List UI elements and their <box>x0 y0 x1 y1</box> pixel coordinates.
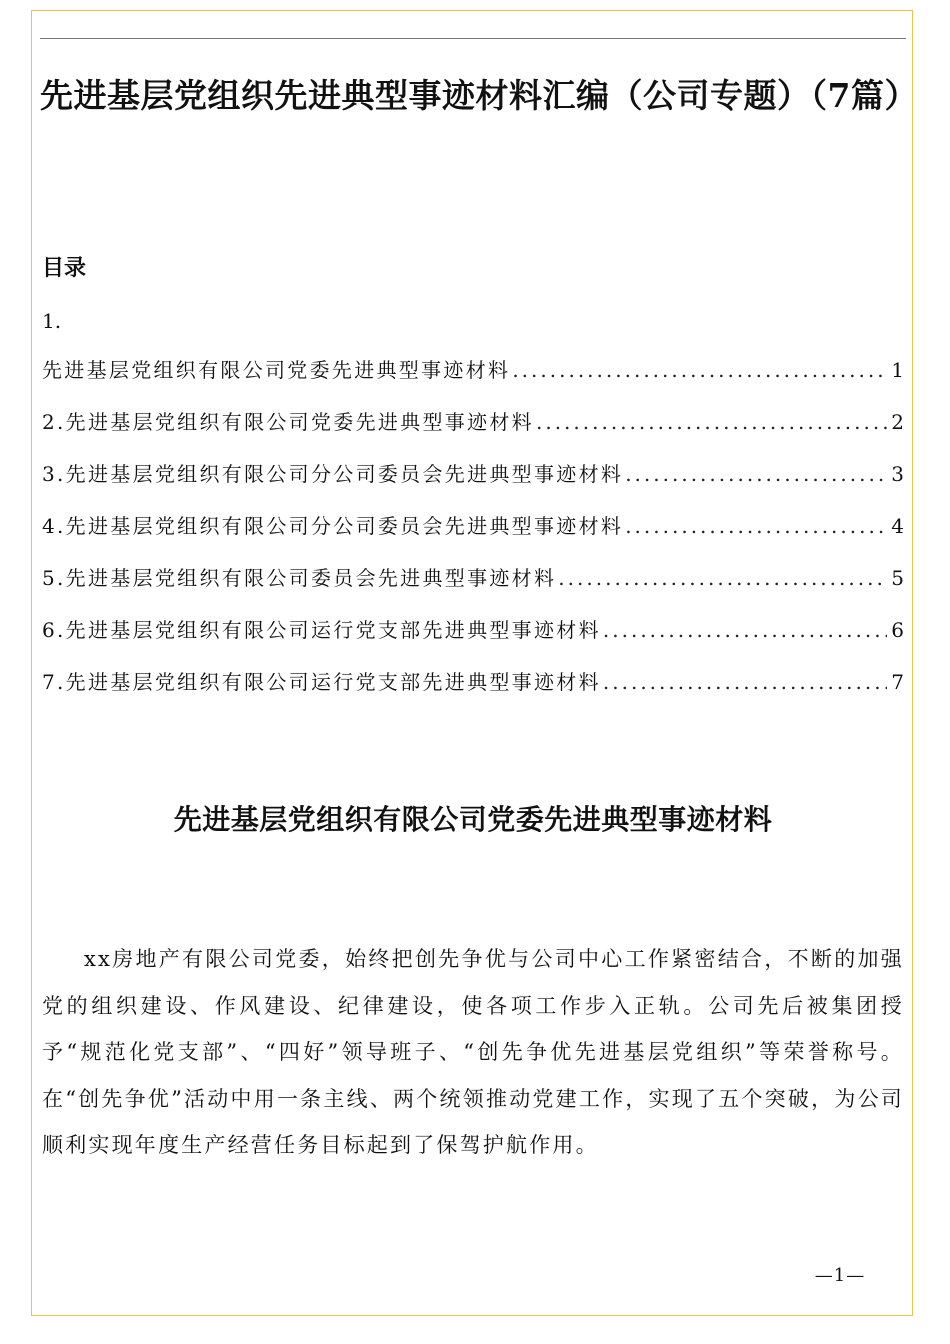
section-title: 先进基层党组织有限公司党委先进典型事迹材料 <box>173 803 773 836</box>
toc-entry-page: 7 <box>891 670 904 694</box>
toc-entry-page: 3 <box>891 462 904 486</box>
header-rule <box>40 38 906 39</box>
toc-entry-4[interactable] <box>42 508 904 560</box>
toc-entry-1[interactable] <box>42 352 904 404</box>
toc-entry-page: 4 <box>891 514 904 538</box>
toc-dot-leader <box>512 352 887 388</box>
toc-first-number: 1. <box>42 309 62 333</box>
toc-entry-2[interactable] <box>42 404 904 456</box>
toc-dot-leader <box>558 560 887 596</box>
toc-entry-label: 4.先进基层党组织有限公司分公司委员会先进典型事迹材料 <box>42 514 624 538</box>
toc-dot-leader <box>536 404 887 440</box>
document-title: 先进基层党组织先进典型事迹材料汇编（公司专题）（7篇） <box>40 76 918 115</box>
toc-heading: 目录 <box>42 255 87 281</box>
toc-dot-leader <box>603 612 887 648</box>
toc-entry-page: 5 <box>891 566 904 590</box>
body-paragraph: xx房地产有限公司党委，始终把创先争优与公司中心工作紧密结合，不断的加强党的组织建设、作风建设、纪律建设，使各项工作步入正轨。公司先后被集团授予“规范化党支部”、“四好”领导班子、“创先争优先进基层党组织”等荣誉称号。在“创先争优”活动中用一条主线、两个统领推动党建工作，实现了五个突破，为公司顺利实现年度生产经营任务目标起到了保驾护航作用。 <box>42 947 904 1157</box>
toc-entry-label: 6.先进基层党组织有限公司运行党支部先进典型事迹材料 <box>42 618 601 642</box>
toc-entry-page: 1 <box>891 358 904 382</box>
toc-dot-leader <box>625 508 887 544</box>
toc-entry-label: 5.先进基层党组织有限公司委员会先进典型事迹材料 <box>42 566 557 590</box>
toc-entry-label: 先进基层党组织有限公司党委先进典型事迹材料 <box>42 358 511 382</box>
toc-entry-label: 3.先进基层党组织有限公司分公司委员会先进典型事迹材料 <box>42 462 624 486</box>
toc-entry-3[interactable] <box>42 456 904 508</box>
toc-entry-label: 2.先进基层党组织有限公司党委先进典型事迹材料 <box>42 410 534 434</box>
page-number: —1— <box>814 1265 866 1286</box>
toc-entry-5[interactable] <box>42 560 904 612</box>
toc-dot-leader <box>625 456 887 492</box>
toc-entry-page: 6 <box>891 618 904 642</box>
toc-dot-leader <box>603 664 887 700</box>
toc-entry-6[interactable] <box>42 612 904 664</box>
toc-entry-label: 7.先进基层党组织有限公司运行党支部先进典型事迹材料 <box>42 670 601 694</box>
toc-entry-7[interactable] <box>42 664 904 716</box>
toc-entry-page: 2 <box>891 410 904 434</box>
table-of-contents <box>42 352 904 716</box>
